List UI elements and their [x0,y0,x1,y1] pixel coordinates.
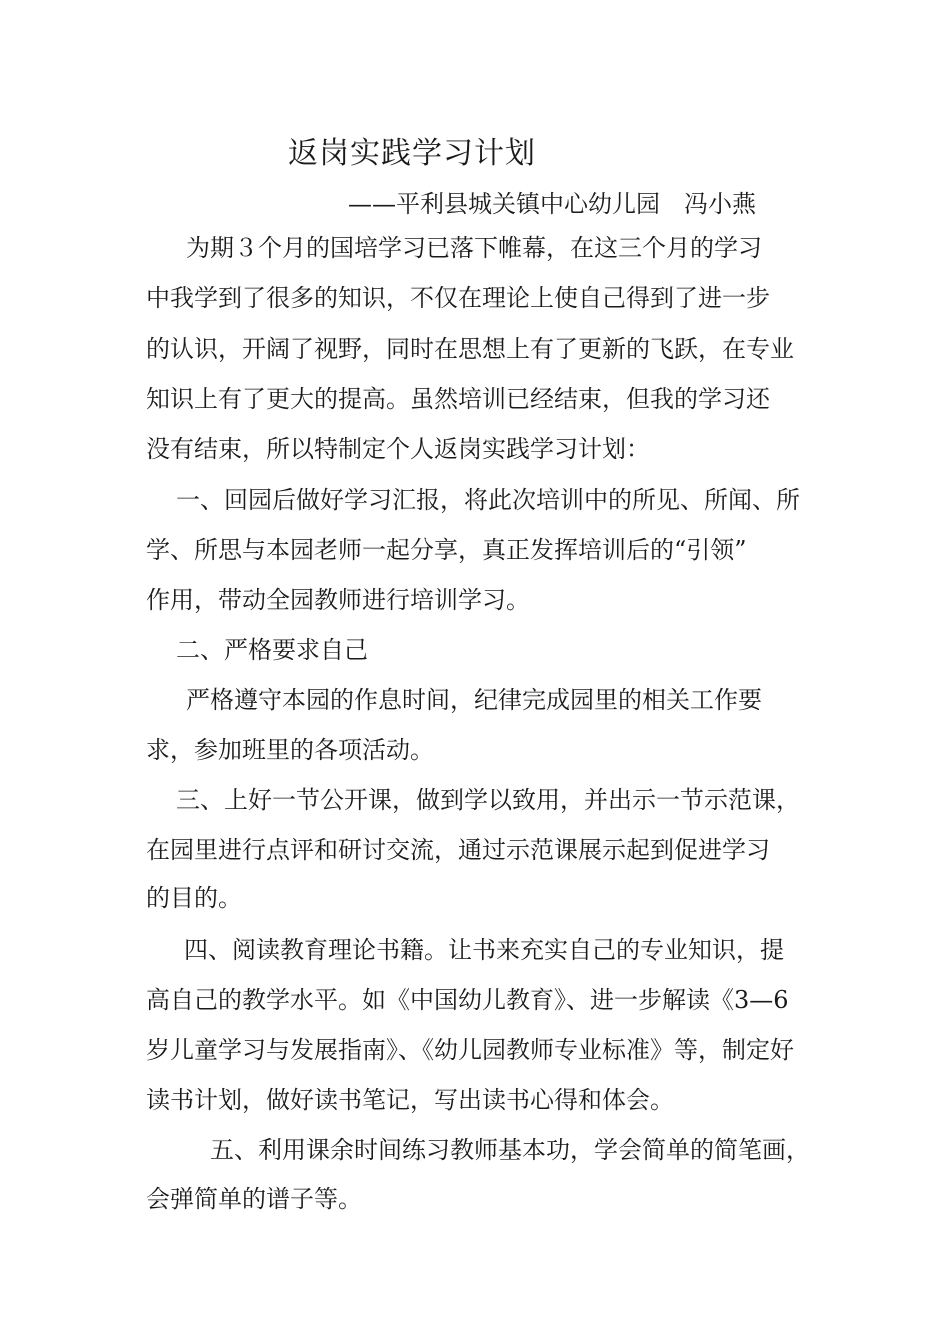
paragraph-line: 一、回园后做好学习汇报，将此次培训中的所见、所闻、所 [176,486,800,514]
paragraph-line: 的目的。 [146,884,242,912]
paragraph-line: 为期３个月的国培学习已落下帷幕，在这三个月的学习 [186,234,762,262]
paragraph-line: 三、上好一节公开课，做到学以致用，并出示一节示范课， [176,786,800,814]
author-line: ——平利县城关镇中心幼儿园 冯小燕 [348,190,756,218]
paragraph-line: 五、利用课余时间练习教师基本功，学会简单的简笔画， [210,1136,810,1164]
paragraph-line: 高自己的教学水平。如《中国幼儿教育》、进一步解读《3—6 [146,986,789,1014]
paragraph-line: 四、阅读教育理论书籍。让书来充实自己的专业知识，提 [184,936,784,964]
paragraph-line: 在园里进行点评和研讨交流，通过示范课展示起到促进学习 [146,836,770,864]
paragraph-line: 作用，带动全园教师进行培训学习。 [146,586,530,614]
section-heading: 二、严格要求自己 [176,636,368,664]
paragraph-line: 严格遵守本园的作息时间，纪律完成园里的相关工作要 [186,686,762,714]
page-title: 返岗实践学习计划 [288,136,536,171]
paragraph-line: 岁儿童学习与发展指南》、《幼儿园教师专业标准》等，制定好 [146,1036,794,1064]
paragraph-line: 读书计划，做好读书笔记，写出读书心得和体会。 [146,1086,674,1114]
paragraph-line: 会弹简单的谱子等。 [146,1185,362,1213]
paragraph-line: 学、所思与本园老师一起分享，真正发挥培训后的“引领” [146,536,747,564]
paragraph-line: 中我学到了很多的知识，不仅在理论上使自己得到了进一步 [146,284,770,312]
paragraph-line: 的认识，开阔了视野，同时在思想上有了更新的飞跃，在专业 [146,335,794,363]
paragraph-line: 知识上有了更大的提高。虽然培训已经结束，但我的学习还 [146,385,770,413]
paragraph-line: 求，参加班里的各项活动。 [146,736,434,764]
paragraph-line: 没有结束，所以特制定个人返岗实践学习计划： [146,435,650,463]
